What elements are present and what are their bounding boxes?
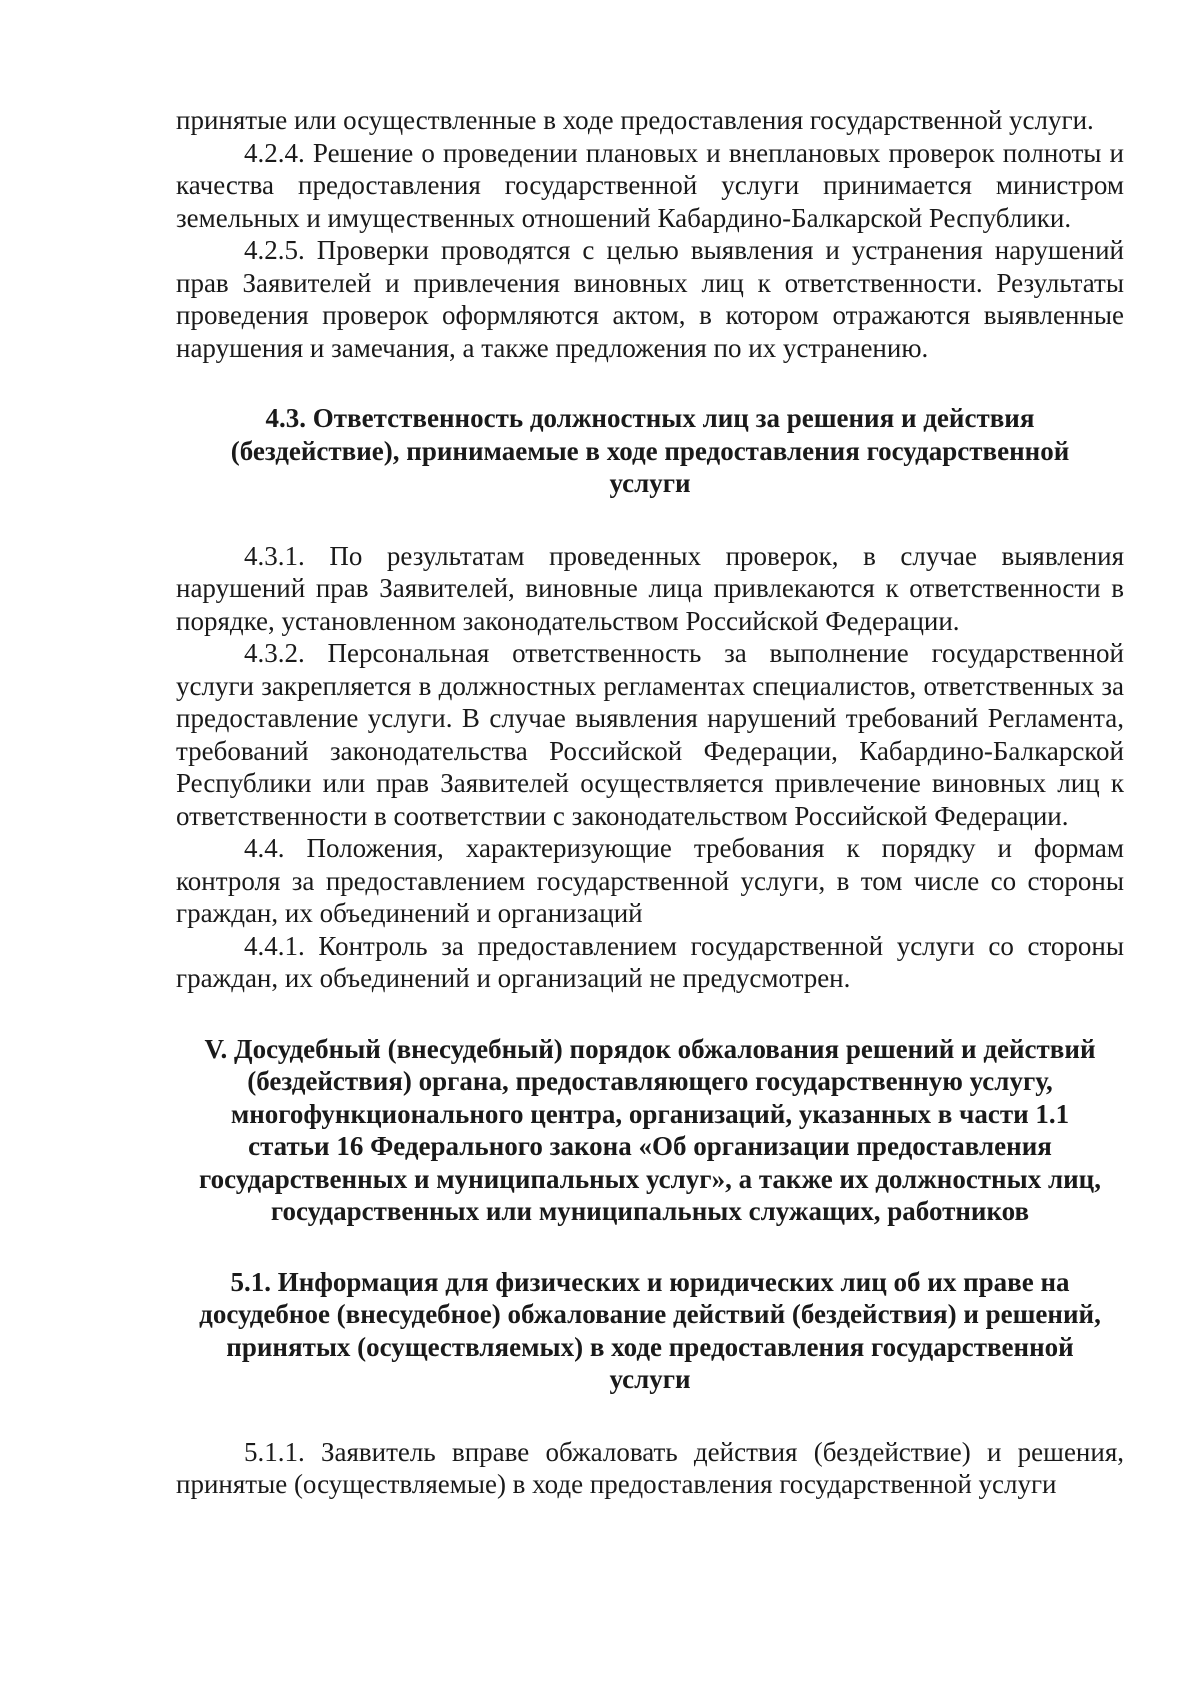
heading-4-3: 4.3. Ответственность должностных лиц за решения и действия (бездействие), принимаемые в ходе предоставления государственной услуги <box>230 403 1070 498</box>
paragraph-4-4-1: 4.4.1. Контроль за предоставлением государственной услуги со стороны граждан, их объединений и организаций не предусмотрен. <box>176 930 1124 993</box>
heading-5-1: 5.1. Информация для физических и юридических лиц об их праве на досудебное (внесудебное) обжалование действий (бездействия) и решений, принятых (осуществляемых) в ходе предоставления государственной услуги <box>199 1266 1101 1394</box>
paragraph-4-4: 4.4. Положения, характеризующие требования к порядку и формам контроля за предоставлением государственной услуги, в том числе со стороны граждан, их объединений и организаций <box>176 833 1124 928</box>
paragraph-4-3-1: 4.3.1. По результатам проведенных проверок, в случае выявления нарушений прав Заявителей, виновные лица привлекаются к ответственности в порядке, установленном законодательством Российской Федерации. <box>176 540 1124 636</box>
heading-section-v: V. Досудебный (внесудебный) порядок обжалования решений и действий (бездействия) органа, предоставляющего государственную услугу, многофункционального центра, организаций, указанных в части 1.1 статьи 16 Федерального закона «Об организации предоставления государственных и муниципальных услуг», а также их должностных лиц, государственных или муниципальных служащих, работников <box>199 1033 1101 1226</box>
paragraph-4-3-2: 4.3.2. Персональная ответственность за выполнение государственной услуги закрепляется в должностных регламентах специалистов, ответственных за предоставление услуги. В случае выявления нарушений требований Регламента, требований законодательства Российской Федерации, Кабардино-Балкарской Республики или прав Заявителей осуществляется привлечение виновных лиц к ответственности в соответствии с законодательством Российской Федерации. <box>176 638 1124 831</box>
paragraph-continuation: принятые или осуществленные в ходе предоставления государственной услуги. <box>176 105 1094 135</box>
paragraph-5-1-1: 5.1.1. Заявитель вправе обжаловать действия (бездействие) и решения, принятые (осуществляемые) в ходе предоставления государственной услуги <box>176 1436 1124 1499</box>
document-page <box>176 104 1124 1501</box>
paragraph-4-2-4: 4.2.4. Решение о проведении плановых и внеплановых проверок полноты и качества предоставления государственной услуги принимается министром земельных и имущественных отношений Кабардино-Балкарской Республики. <box>176 137 1124 233</box>
paragraph-4-2-5: 4.2.5. Проверки проводятся с целью выявления и устранения нарушений прав Заявителей и привлечения виновных лиц к ответственности. Результаты проведения проверок оформляются актом, в котором отражаются выявленные нарушения и замечания, а также предложения по их устранению. <box>176 235 1124 363</box>
